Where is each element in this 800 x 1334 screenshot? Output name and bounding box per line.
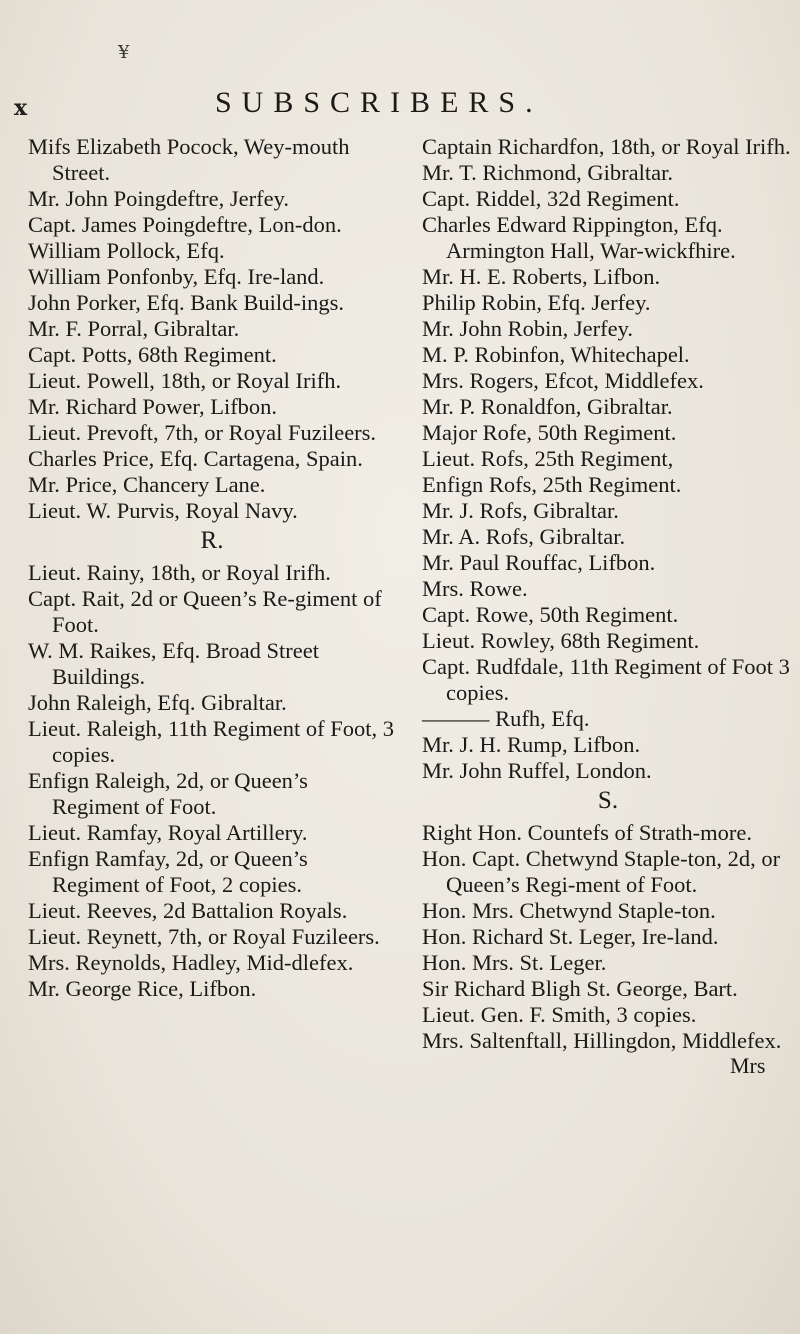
subscriber-entry: Mr. Richard Power, Lifbon. xyxy=(28,394,278,419)
subscriber-entry: Capt. Rowe, 50th Regiment. xyxy=(422,602,679,627)
subscriber-entry: Charles Edward Rippington, Efq. Armington Hall, War-wickfhire. xyxy=(422,212,736,263)
subscriber-entry: Capt. Rudfdale, 11th Regiment of Foot 3 copies. xyxy=(422,654,790,705)
subscriber-entry: Capt. Riddel, 32d Regiment. xyxy=(422,186,680,211)
subscriber-entry: Mr. J. H. Rump, Lifbon. xyxy=(422,732,641,757)
section-letter-heading: R. xyxy=(200,527,224,554)
subscriber-entry: Mr. T. Richmond, Gibraltar. xyxy=(422,160,674,185)
subscriber-entry: William Ponfonby, Efq. Ire-land. xyxy=(28,264,325,289)
catchword: Mrs xyxy=(730,1053,766,1078)
subscriber-entry: M. P. Robinfon, Whitechapel. xyxy=(422,342,690,367)
running-head: SUBSCRIBERS. xyxy=(215,86,543,119)
subscriber-entry: Capt. James Poingdeftre, Lon-don. xyxy=(28,212,342,237)
subscriber-entry: Lieut. Ramfay, Royal Artillery. xyxy=(28,820,308,845)
subscriber-entry: Lieut. Prevoft, 7th, or Royal Fuzileers. xyxy=(28,420,377,445)
subscriber-entry: John Raleigh, Efq. Gibraltar. xyxy=(28,690,287,715)
subscriber-entry: Mr. George Rice, Lifbon. xyxy=(28,976,257,1001)
subscriber-entry: Mr. Paul Rouffac, Lifbon. xyxy=(422,550,656,575)
subscriber-entry: Lieut. Rowley, 68th Regiment. xyxy=(422,628,700,653)
subscriber-entry: Lieut. Rainy, 18th, or Royal Irifh. xyxy=(28,560,331,585)
subscriber-entry: Enfign Raleigh, 2d, or Queen’s Regiment of Foot. xyxy=(28,768,308,819)
subscriber-entry: Mr. John Poingdeftre, Jerfey. xyxy=(28,186,289,211)
signature-mark: x xyxy=(14,95,28,121)
subscriber-entry: Charles Price, Efq. Cartagena, Spain. xyxy=(28,446,363,471)
subscriber-entry: Mr. Price, Chancery Lane. xyxy=(28,472,266,497)
subscriber-entry: Mr. J. Rofs, Gibraltar. xyxy=(422,498,619,523)
subscriber-entry: Lieut. Gen. F. Smith, 3 copies. xyxy=(422,1002,697,1027)
left-column xyxy=(28,134,396,1002)
subscriber-entry: William Pollock, Efq. xyxy=(28,238,225,263)
section-letter-heading: S. xyxy=(597,787,619,814)
subscriber-entry: Major Rofe, 50th Regiment. xyxy=(422,420,677,445)
subscriber-entry: Mrs. Reynolds, Hadley, Mid-dlefex. xyxy=(28,950,354,975)
subscriber-entry: Lieut. Reeves, 2d Battalion Royals. xyxy=(28,898,348,923)
subscriber-entry: Hon. Capt. Chetwynd Staple-ton, 2d, or Queen’s Regi-ment of Foot. xyxy=(422,846,781,897)
subscriber-entry: Lieut. Reynett, 7th, or Royal Fuzileers. xyxy=(28,924,380,949)
subscriber-entry: Mr. A. Rofs, Gibraltar. xyxy=(422,524,626,549)
subscriber-entry: Enfign Ramfay, 2d, or Queen’s Regiment of Foot, 2 copies. xyxy=(28,846,308,897)
subscriber-entry: Hon. Mrs. Chetwynd Staple-ton. xyxy=(422,898,716,923)
subscriber-entry: Capt. Potts, 68th Regiment. xyxy=(28,342,277,367)
subscriber-entry: Right Hon. Countefs of Strath-more. xyxy=(422,820,752,845)
subscriber-entry: Mr. John Robin, Jerfey. xyxy=(422,316,634,341)
subscriber-entry: W. M. Raikes, Efq. Broad Street Buildings. xyxy=(28,638,319,689)
subscriber-entry: Mrs. Saltenftall, Hillingdon, Middlefex. xyxy=(422,1028,782,1053)
subscriber-entry: Mr. John Ruffel, London. xyxy=(422,758,652,783)
subscriber-entry: Mr. F. Porral, Gibraltar. xyxy=(28,316,240,341)
subscriber-entry: Hon. Mrs. St. Leger. xyxy=(422,950,607,975)
subscriber-entry: Lieut. Raleigh, 11th Regiment of Foot, 3 copies. xyxy=(28,716,394,767)
subscriber-entry: Enfign Rofs, 25th Regiment. xyxy=(422,472,682,497)
subscriber-entry: Capt. Rait, 2d or Queen’s Re-giment of Foot. xyxy=(28,586,382,637)
subscriber-entry: Sir Richard Bligh St. George, Bart. xyxy=(422,976,738,1001)
subscriber-entry: Lieut. W. Purvis, Royal Navy. xyxy=(28,498,298,523)
subscriber-entry: Mifs Elizabeth Pocock, Wey-mouth Street. xyxy=(28,134,350,185)
subscriber-entry: John Porker, Efq. Bank Build-ings. xyxy=(28,290,344,315)
subscriber-entry: Mrs. Rogers, Efcot, Middlefex. xyxy=(422,368,704,393)
subscriber-entry: Mr. H. E. Roberts, Lifbon. xyxy=(422,264,661,289)
subscriber-entry: ——— Rufh, Efq. xyxy=(422,706,590,731)
subscriber-entry: Mr. P. Ronaldfon, Gibraltar. xyxy=(422,394,673,419)
subscriber-entry: Captain Richardfon, 18th, or Royal Irifh. xyxy=(422,134,791,159)
subscriber-entry: Hon. Richard St. Leger, Ire-land. xyxy=(422,924,719,949)
page-mark: ¥ xyxy=(118,42,130,63)
subscriber-entry: Lieut. Rofs, 25th Regiment, xyxy=(422,446,674,471)
right-column xyxy=(422,134,794,1054)
subscriber-entry: Philip Robin, Efq. Jerfey. xyxy=(422,290,651,315)
subscriber-entry: Lieut. Powell, 18th, or Royal Irifh. xyxy=(28,368,342,393)
subscriber-entry: Mrs. Rowe. xyxy=(422,576,528,601)
